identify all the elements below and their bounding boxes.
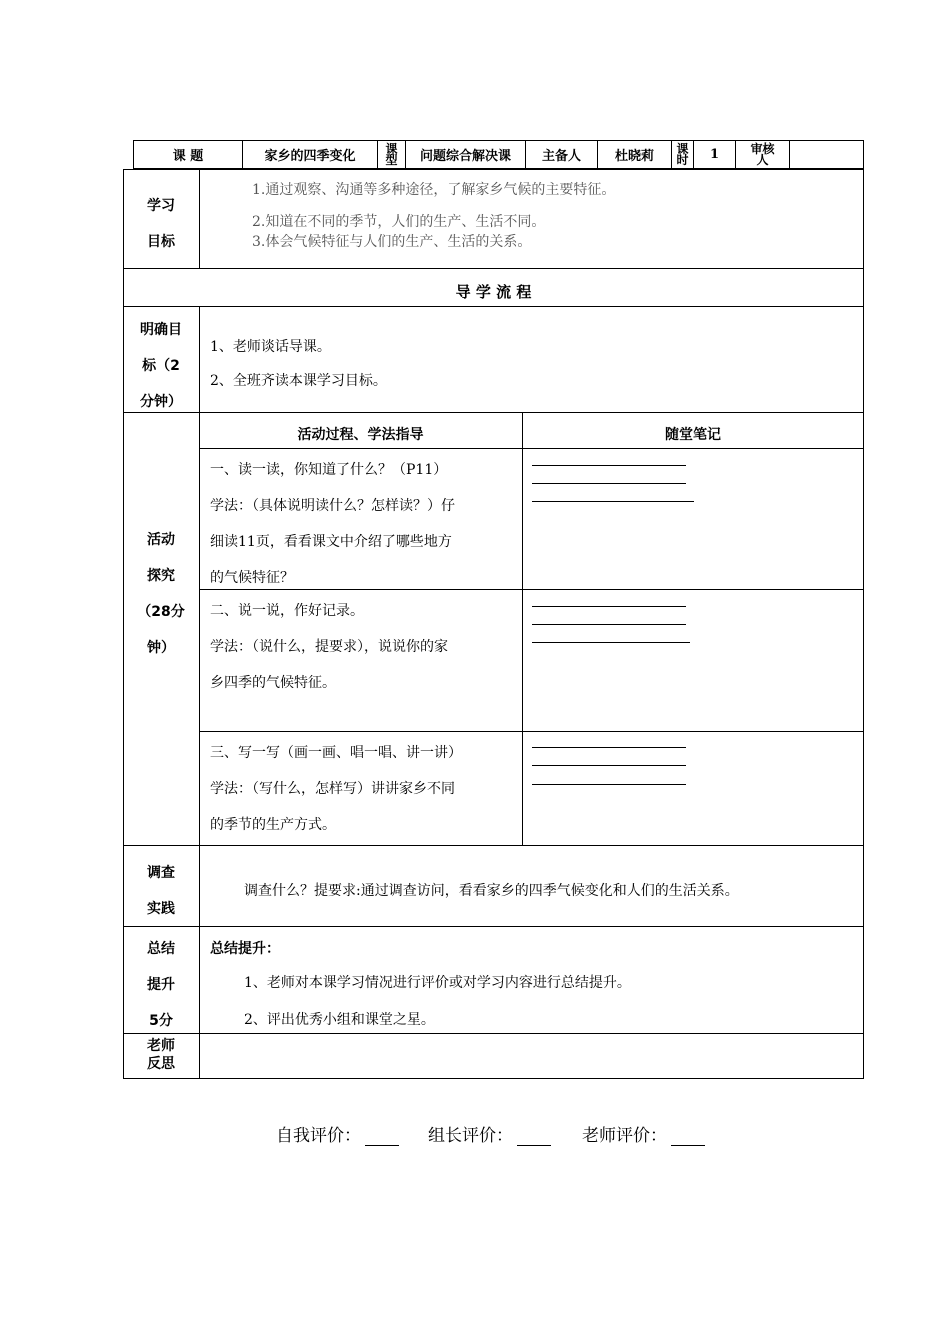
topic-label: 课 题 bbox=[134, 141, 243, 168]
note-line bbox=[532, 483, 686, 484]
clarify-label: 明确目 标（2 分钟） bbox=[140, 322, 182, 410]
divider bbox=[123, 1033, 864, 1034]
header-row bbox=[133, 140, 864, 169]
survey-text: 调查什么？提要求:通过调查访问，看看家乡的四季气候变化和人们的生活关系。 bbox=[244, 883, 739, 899]
flow-title: 导 学 流 程 bbox=[455, 283, 532, 301]
summary-label: 总结 提升 5分 bbox=[147, 941, 175, 1029]
divider bbox=[199, 169, 200, 268]
reflection-label: 老师 反思 bbox=[147, 1038, 175, 1072]
objective-item: 3.体会气候特征与人们的生产、生活的关系。 bbox=[252, 234, 532, 250]
preparer-value: 杜晓莉 bbox=[598, 141, 672, 168]
note-line bbox=[532, 501, 694, 502]
divider bbox=[123, 169, 864, 170]
divider bbox=[123, 926, 864, 927]
self-evaluation: 自我评价： bbox=[276, 1121, 399, 1146]
type-value: 问题综合解决课 bbox=[406, 141, 526, 168]
topic-value: 家乡的四季变化 bbox=[243, 141, 378, 168]
group-evaluation-blank[interactable] bbox=[517, 1127, 551, 1146]
activity-label: 活动 探究 （28分 钟） bbox=[137, 532, 185, 656]
reviewer-value bbox=[790, 141, 865, 168]
divider bbox=[199, 731, 864, 732]
activity-col1-header: 活动过程、学法指导 bbox=[297, 427, 424, 443]
divider bbox=[123, 845, 864, 846]
objectives-label: 学习 目标 bbox=[147, 198, 175, 250]
summary-item: 2、评出优秀小组和课堂之星。 bbox=[244, 1012, 435, 1028]
note-line bbox=[532, 606, 686, 607]
divider bbox=[123, 268, 864, 269]
objective-item: 2.知道在不同的季节，人们的生产、生活不同。 bbox=[252, 214, 546, 230]
divider bbox=[123, 412, 864, 413]
activity-section-3: 三、写一写（画一画、唱一唱、讲一讲） 学法：（写什么，怎样写）讲讲家乡不同 的季节的生产方式。 bbox=[210, 745, 462, 833]
objective-item: 1.通过观察、沟通等多种途径，了解家乡气候的主要特征。 bbox=[252, 182, 616, 198]
clarify-item: 2、全班齐读本课学习目标。 bbox=[210, 373, 387, 389]
note-line bbox=[532, 642, 690, 643]
reviewer-label: 审核人 bbox=[736, 141, 790, 168]
activity-col2-header: 随堂笔记 bbox=[665, 427, 721, 443]
note-line bbox=[532, 784, 686, 785]
activity-section-1: 一、读一读，你知道了什么？（P11） 学法：（具体说明读什么？怎样读？）仔 细读11页，看看课文中介绍了哪些地方 的气候特征？ bbox=[210, 462, 455, 586]
note-line bbox=[532, 765, 686, 766]
note-line bbox=[532, 747, 686, 748]
note-line bbox=[532, 624, 686, 625]
period-label: 课时 bbox=[672, 141, 694, 168]
group-evaluation: 组长评价： bbox=[428, 1121, 551, 1146]
self-evaluation-blank[interactable] bbox=[365, 1127, 399, 1146]
summary-title: 总结提升： bbox=[210, 941, 280, 957]
teacher-evaluation: 老师评价： bbox=[582, 1121, 705, 1146]
activity-section-2: 二、说一说，作好记录。 学法：（说什么，提要求），说说你的家 乡四季的气候特征。 bbox=[210, 603, 448, 691]
note-line bbox=[532, 465, 686, 466]
type-label: 课型 bbox=[378, 141, 406, 168]
clarify-item: 1、老师谈话导课。 bbox=[210, 339, 331, 355]
preparer-label: 主备人 bbox=[526, 141, 598, 168]
teacher-evaluation-blank[interactable] bbox=[671, 1127, 705, 1146]
period-value: 1 bbox=[694, 141, 736, 168]
divider bbox=[522, 412, 523, 845]
summary-item: 1、老师对本课学习情况进行评价或对学习内容进行总结提升。 bbox=[244, 975, 631, 991]
survey-label: 调查 实践 bbox=[147, 865, 175, 917]
